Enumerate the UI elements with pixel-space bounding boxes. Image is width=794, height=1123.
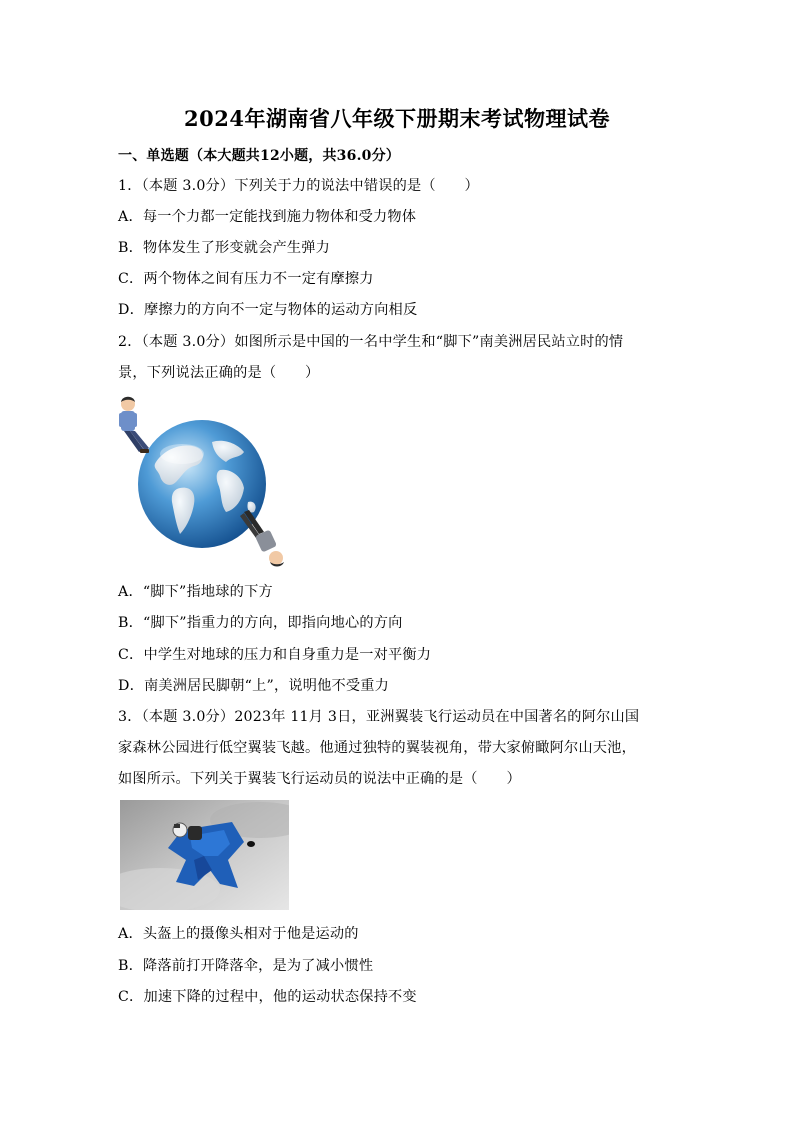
exam-title: 2024年湖南省八年级下册期末考试物理试卷 [184,106,610,131]
question-3-stem-line-3: 如图所示。下列关于翼装飞行运动员的说法中正确的是（ ） [118,771,521,787]
question-1-option-d: D．摩擦力的方向不一定与物体的运动方向相反 [118,302,418,318]
question-1-option-a: A．每一个力都一定能找到施力物体和受力物体 [118,209,417,225]
question-1-option-b: B．物体发生了形变就会产生弹力 [118,240,331,256]
question-1-option-c: C．两个物体之间有压力不一定有摩擦力 [118,271,374,287]
wingsuit-photo [120,800,289,910]
question-3-option-c: C．加速下降的过程中，他的运动状态保持不变 [118,989,417,1005]
globe-figure [116,392,306,572]
question-3-option-a: A．头盔上的摄像头相对于他是运动的 [118,926,359,942]
question-3-option-b: B．降落前打开降落伞，是为了减小惯性 [118,958,374,974]
question-1-stem: 1．（本题 3.0分）下列关于力的说法中错误的是（ ） [118,178,479,194]
question-2-option-c: C．中学生对地球的压力和自身重力是一对平衡力 [118,647,432,663]
question-3-stem-line-1: 3．（本题 3.0分）2023年 11月 3日，亚洲翼装飞行运动员在中国著名的阿尔山国 [118,709,640,725]
resident-figure [240,510,284,567]
question-3-stem-line-2: 家森林公园进行低空翼装飞越。他通过独特的翼装视角，带大家俯瞰阿尔山天池， [118,740,636,756]
globe-ocean [138,420,266,548]
question-2-option-d: D．南美洲居民脚朝“上”，说明他不受重力 [118,678,390,694]
student-figure [119,397,149,453]
question-2-stem-line-2: 景，下列说法正确的是（ ） [118,365,320,381]
question-2-stem-line-1: 2．（本题 3.0分）如图所示是中国的一名中学生和“脚下”南美洲居民站立时的情 [118,334,624,350]
question-2-option-b: B．“脚下”指重力的方向，即指向地心的方向 [118,615,403,631]
section-heading: 一、单选题（本大题共12小题，共36.0分） [118,148,400,164]
question-2-option-a: A．“脚下”指地球的下方 [118,584,273,600]
